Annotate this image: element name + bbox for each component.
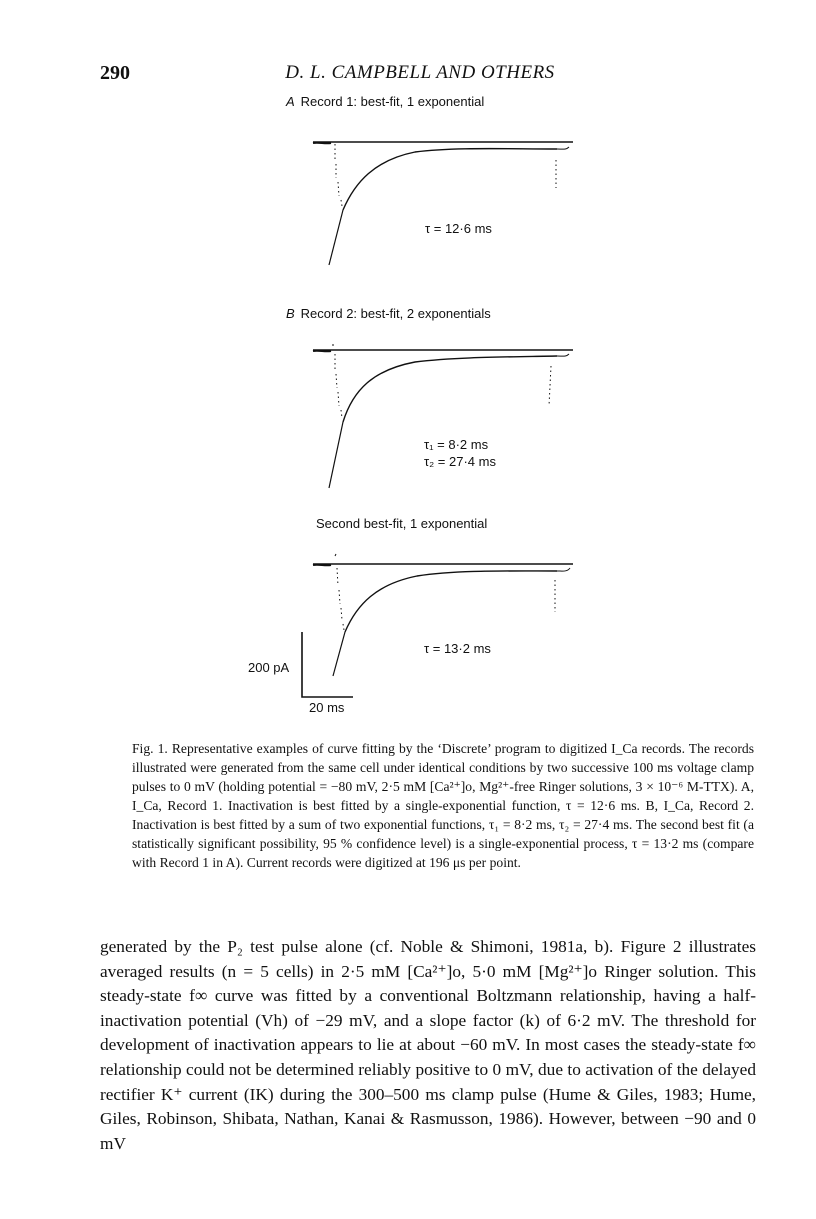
body-text xyxy=(100,935,756,1156)
panel-b-tau1-label: τ₁ = 8·2 ms xyxy=(424,437,489,452)
panel-a-tau-label: τ = 12·6 ms xyxy=(425,221,492,236)
body-paragraph: generated by the P₂ test pulse alone (cf. Noble & Shimoni, 1981a, b). Figure 2 illustrates averaged results (n = 5 cells) in 2·5 mM [Ca²⁺]o, 5·0 mM [Mg²⁺]o Ringer solution. This steady-state f∞ curve was fitted by a conventional Boltzmann relationship, having a half-inactivation potential (Vh) of −29 mV, and a slope factor (k) of 6·2 mV. The threshold for development of inactivation appears to lie at about −60 mV. In most cases the steady-state f∞ relationship could not be determined reliably positive to 0 mV, due to activation of the delayed rectifier K⁺ current (IK) during the 300–500 ms clamp pulse (Hume & Giles, 1983; Hume, Giles, Robinson, Shibata, Nathan, Kanai & Rasmusson, 1986). However, between −90 and 0 mV xyxy=(100,937,756,1153)
figure-caption-text: Fig. 1. Representative examples of curve fitting by the ‘Discrete’ program to digitized I_Ca records. The records illustrated were generated from the same cell under identical conditions by two successive 100 ms voltage clamp pulses to 0 mV (holding potential = −80 mV, 2·5 mM [Ca²⁺]o, Mg²⁺-free Ringer solutions, 3 × 10⁻⁶ M-TTX). A, I_Ca, Record 1. Inactivation is best fitted by a single-exponential function, τ = 12·6 ms. B, I_Ca, Record 2. Inactivation is best fitted by a sum of two exponential functions, τ₁ = 8·2 ms, τ₂ = 27·4 ms. The second best fit (a statistically significant possibility, 95 % confidence level) is a single-exponential process, τ = 13·2 ms (compare with Record 1 in A). Current records were digitized at 196 μs per point. xyxy=(132,741,754,870)
page-number: 290 xyxy=(100,62,130,84)
panel-b-title-text: Record 2: best-fit, 2 exponentials xyxy=(300,306,491,321)
panel-c-title: Second best-fit, 1 exponential xyxy=(316,516,488,531)
scale-bar xyxy=(295,630,365,700)
figure-caption xyxy=(132,739,754,872)
page-header xyxy=(100,62,740,90)
scale-bar-time-label: 20 ms xyxy=(309,700,345,715)
panel-a-trace xyxy=(305,130,575,270)
panel-a-title xyxy=(286,94,484,109)
panel-a-letter: A xyxy=(286,94,295,109)
running-head: D. L. CAMPBELL AND OTHERS xyxy=(285,62,555,83)
panel-b-tau2-label: τ₂ = 27·4 ms xyxy=(424,454,496,469)
panel-c-tau-label: τ = 13·2 ms xyxy=(424,641,491,656)
panel-b-letter: B xyxy=(286,306,295,321)
panel-b-title xyxy=(286,306,491,321)
panel-a-title-text: Record 1: best-fit, 1 exponential xyxy=(300,94,485,109)
scale-bar-current-label: 200 pA xyxy=(248,660,290,675)
